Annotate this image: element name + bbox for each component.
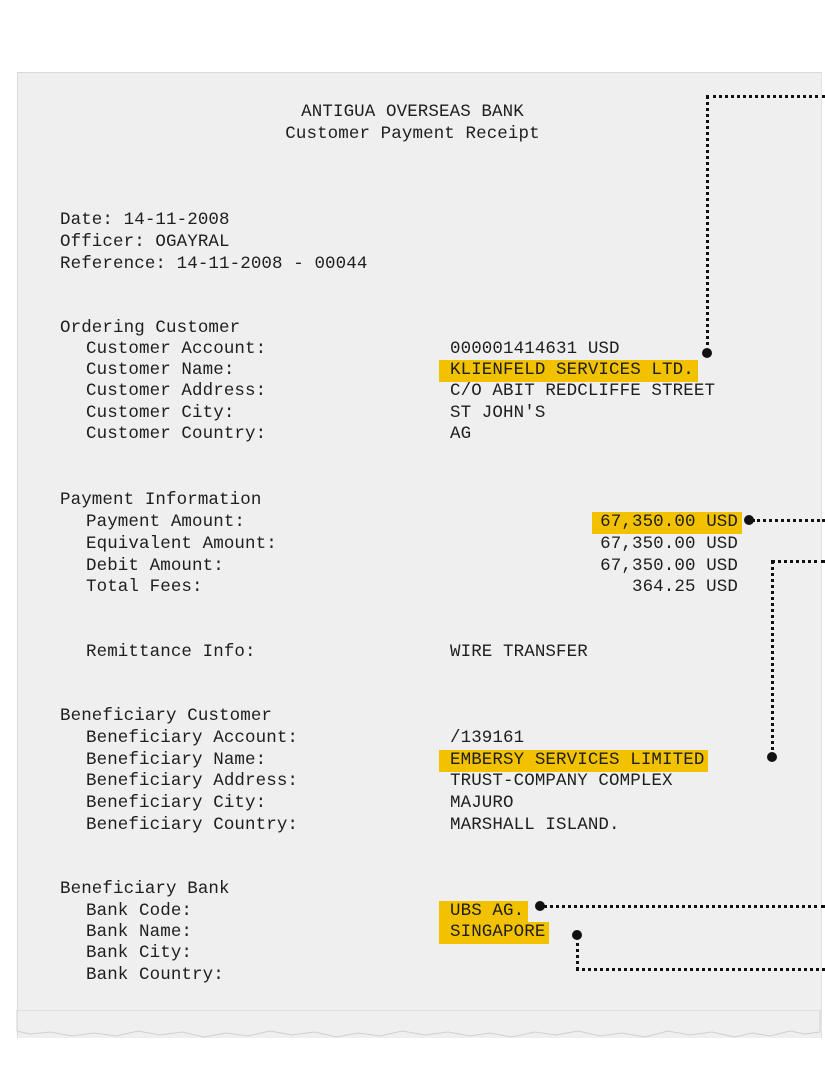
beneficiary-account-value: /139161	[450, 728, 525, 748]
customer-city-label: Customer City:	[86, 403, 235, 423]
beneficiary-city-label: Beneficiary City:	[86, 793, 267, 813]
receipt-date: Date: 14-11-2008	[60, 210, 230, 230]
bank-city-label: Bank City:	[86, 943, 193, 963]
customer-country-label: Customer Country:	[86, 424, 267, 444]
bank-name: ANTIGUA OVERSEAS BANK	[301, 102, 524, 122]
equivalent-amount-label: Equivalent Amount:	[86, 534, 277, 554]
bank-code-value: UBS AG.	[439, 901, 528, 923]
debit-amount-label: Debit Amount:	[86, 556, 224, 576]
beneficiary-country-value: MARSHALL ISLAND.	[450, 815, 620, 835]
customer-name-label: Customer Name:	[86, 360, 235, 380]
customer-account-value: 000001414631 USD	[450, 339, 620, 359]
customer-address-value: C/O ABIT REDCLIFFE STREET	[450, 381, 716, 401]
customer-address-label: Customer Address:	[86, 381, 267, 401]
ordering-customer-heading: Ordering Customer	[60, 318, 241, 338]
bank-code-label: Bank Code:	[86, 901, 193, 921]
bank-country-label: Bank Country:	[86, 965, 224, 985]
debit-amount-value: 67,350.00 USD	[600, 556, 738, 576]
equivalent-amount-value: 67,350.00 USD	[600, 534, 738, 554]
bank-name-label: Bank Name:	[86, 922, 193, 942]
customer-account-label: Customer Account:	[86, 339, 267, 359]
receipt-reference: Reference: 14-11-2008 - 00044	[60, 254, 368, 274]
beneficiary-account-label: Beneficiary Account:	[86, 728, 299, 748]
remittance-info-value: WIRE TRANSFER	[450, 642, 588, 662]
total-fees-label: Total Fees:	[86, 577, 203, 597]
torn-paper-edge	[0, 1010, 825, 1089]
beneficiary-bank-heading: Beneficiary Bank	[60, 879, 230, 899]
customer-country-value: AG	[450, 424, 472, 444]
remittance-info-label: Remittance Info:	[86, 642, 256, 662]
beneficiary-address-label: Beneficiary Address:	[86, 771, 299, 791]
document-title: Customer Payment Receipt	[285, 124, 540, 144]
receipt-officer: Officer: OGAYRAL	[60, 232, 230, 252]
beneficiary-name-label: Beneficiary Name:	[86, 750, 267, 770]
beneficiary-country-label: Beneficiary Country:	[86, 815, 299, 835]
payment-info-heading: Payment Information	[60, 490, 262, 510]
payment-amount-value: 67,350.00 USD	[592, 512, 742, 534]
bank-name-value: SINGAPORE	[439, 922, 549, 944]
beneficiary-city-value: MAJURO	[450, 793, 514, 813]
beneficiary-customer-heading: Beneficiary Customer	[60, 706, 273, 726]
total-fees-value: 364.25 USD	[631, 577, 738, 597]
payment-amount-label: Payment Amount:	[86, 512, 246, 532]
beneficiary-name-value: EMBERSY SERVICES LIMITED	[439, 750, 708, 772]
customer-city-value: ST JOHN'S	[450, 403, 546, 423]
customer-name-value: KLIENFELD SERVICES LTD.	[439, 360, 698, 382]
beneficiary-address-value: TRUST-COMPANY COMPLEX	[450, 771, 673, 791]
